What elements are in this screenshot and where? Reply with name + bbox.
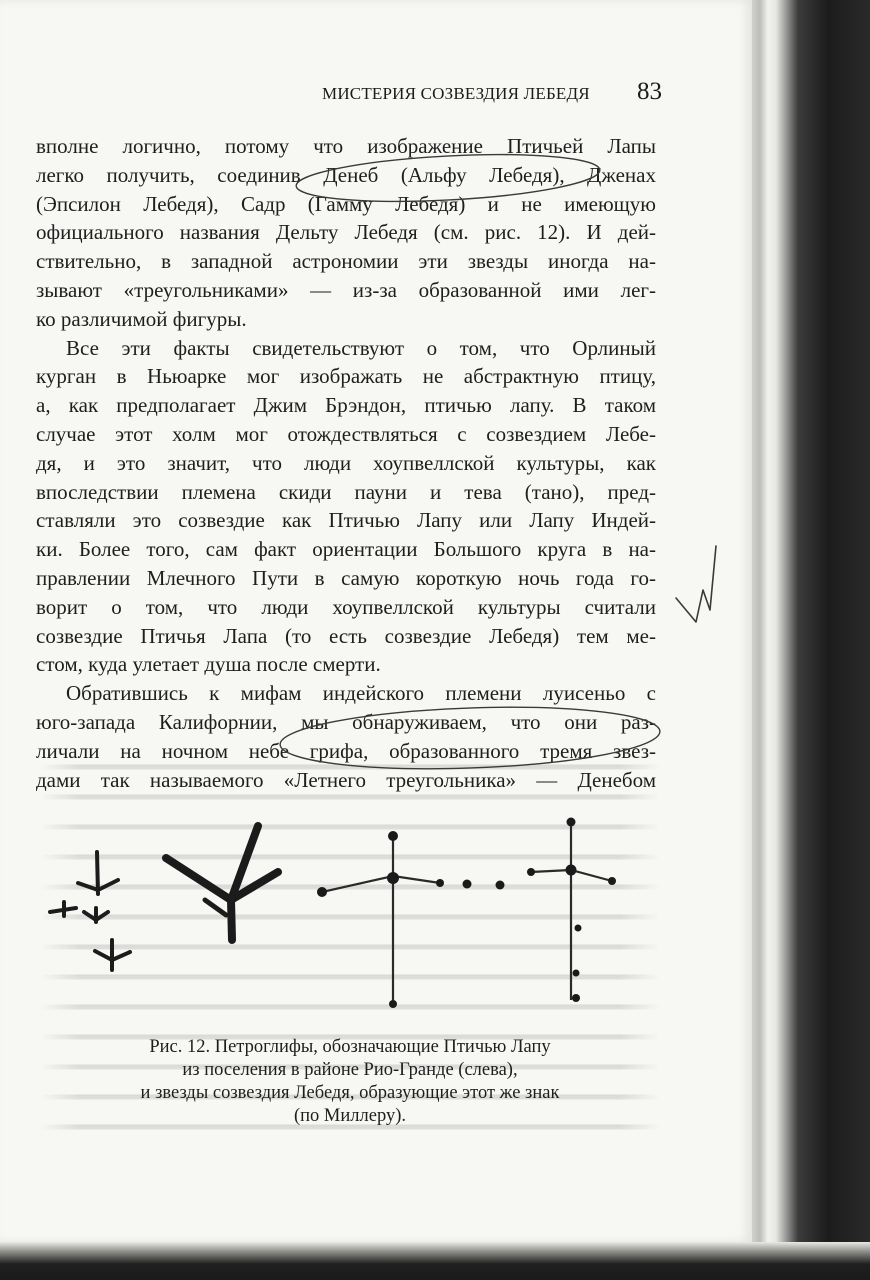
text-line: ворит о том, что люди хоупвеллской культуры считали [36, 594, 656, 619]
page-number: 83 [637, 78, 662, 105]
text-line: стом, куда улетает душа после смерти. [36, 652, 381, 677]
text-line: официального названия Дельту Лебедя (см. рис. 12). И дей- [36, 220, 656, 245]
caption-line: из поселения в районе Рио-Гранде (слева), [182, 1060, 518, 1080]
text-line: ствительно, в западной астрономии эти звезды иногда на- [36, 249, 656, 274]
paragraph-start-line: Обратившись к мифам индейского племени луисеньо с [66, 681, 656, 706]
text-line: личали на ночном небе грифа, образованного тремя звез- [36, 738, 656, 763]
text-line: ставляли это созвездие как Птичью Лапу или Лапу Индей- [36, 508, 656, 533]
text-line: ко различимой фигуры. [36, 306, 247, 331]
text-line: юго-запада Калифорнии, мы обнаруживаем, что они раз- [36, 709, 656, 734]
text-line: (Эпсилон Лебедя), Садр (Гамму Лебедя) и не имеющую [36, 191, 656, 216]
text-line: случае этот холм мог отождествляться с созвездием Лебе- [36, 421, 656, 446]
text-line: дя, и это значит, что люди хоупвеллской культуры, как [36, 450, 656, 475]
paragraph-start-line: Все эти факты свидетельствуют о том, что Орлиный [66, 335, 656, 360]
text-line: легко получить, соединив Денеб (Альфу Лебедя), Дженах [36, 162, 656, 187]
text-line: зывают «треугольниками» — из-за образованной ими лег- [36, 277, 656, 302]
margin-w-mark [676, 546, 716, 622]
circle-mark-summer-triangle [279, 701, 661, 774]
text-line: а, как предполагает Джим Брэндон, птичью лапу. В таком [36, 393, 656, 418]
running-title: МИСТЕРИЯ СОЗВЕЗДИЯ ЛЕБЕДЯ [322, 84, 590, 103]
text-line: курган в Ньюарке мог изображать не абстрактную птицу, [36, 364, 656, 389]
text-line: ки. Более того, сам факт ориентации Большого круга в на- [36, 537, 656, 562]
text-line: созвездие Птичья Лапа (то есть созвездие Лебедя) тем ме- [36, 623, 656, 648]
text-line: дами так называемого «Летнего треугольника» — Денебом [36, 767, 656, 792]
hand-drawn-bird-feet-icon [50, 852, 130, 970]
circle-mark-deneb [295, 148, 601, 208]
text-line: вполне логично, потому что изображение Птичьей Лапы [36, 134, 656, 158]
caption-line: и звезды созвездия Лебедя, образующие этот же знак [140, 1083, 560, 1103]
text-line: впоследствии племена скиди пауни и тева (тано), пред- [36, 479, 656, 504]
caption-line: (по Миллеру). [293, 1106, 406, 1126]
caption-line: Рис. 12. Петроглифы, обозначающие Птичью Лапу [149, 1037, 551, 1057]
text-line: правлении Млечного Пути в самую короткую ночь года го- [36, 565, 656, 590]
